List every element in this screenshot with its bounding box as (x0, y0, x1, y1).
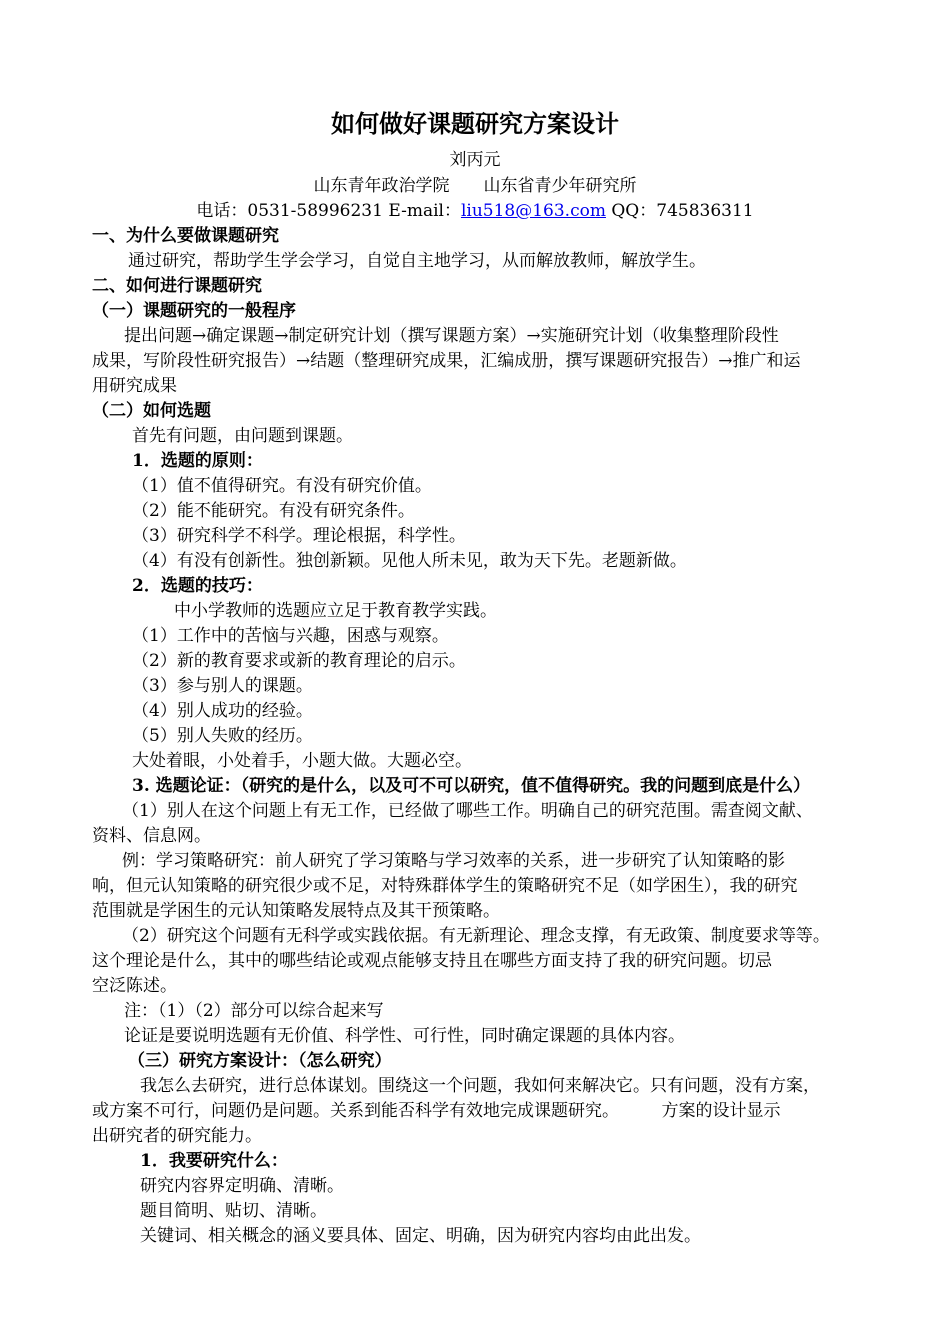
paragraph-line: 提出问题→确定课题→制定研究计划（撰写课题方案）→实施研究计划（收集整理阶段性 (124, 326, 779, 346)
item-heading-principles: 1．选题的原则： (132, 451, 263, 471)
list-item: （1）工作中的苦恼与兴趣，困惑与观察。 (132, 626, 449, 646)
paragraph-line: 空泛陈述。 (92, 976, 177, 996)
paragraph-line: 通过研究，帮助学生学会学习，自觉自主地学习，从而解放教师，解放学生。 (128, 251, 706, 271)
contact-line (0, 199, 950, 224)
list-item: （4）有没有创新性。独创新颖。见他人所未见，敢为天下先。老题新做。 (132, 551, 687, 571)
paragraph-line: 我怎么去研究，进行总体谋划。围绕这一个问题，我如何来解决它。只有问题，没有方案， (140, 1076, 820, 1096)
paragraph-line: 范围就是学困生的元认知策略发展特点及其干预策略。 (92, 901, 500, 921)
list-item: （2）新的教育要求或新的教育理论的启示。 (132, 651, 466, 671)
paragraph-line: 响，但元认知策略的研究很少或不足，对特殊群体学生的策略研究不足（如学困生），我的研究 (92, 876, 798, 896)
paragraph-line: 例：学习策略研究：前人研究了学习策略与学习效率的关系，进一步研究了认知策略的影 (122, 851, 785, 871)
subsection-heading-design: （三）研究方案设计：（怎么研究） (128, 1051, 392, 1071)
paragraph-line: 中小学教师的选题应立足于教育教学实践。 (174, 601, 497, 621)
paragraph-line: （2）研究这个问题有无科学或实践依据。有无新理论、理念支撑，有无政策、制度要求等等。 (122, 926, 830, 946)
paragraph-line: 这个理论是什么，其中的哪些结论或观点能够支持且在哪些方面支持了我的研究问题。切忌 (92, 951, 772, 971)
paragraph-line: （1）别人在这个问题上有无工作，已经做了哪些工作。明确自己的研究范围。需查阅文献、 (122, 801, 813, 821)
list-item: （2）能不能研究。有没有研究条件。 (132, 501, 415, 521)
paragraph-line: 首先有问题，由问题到课题。 (132, 426, 353, 446)
paragraph-line: 或方案不可行，问题仍是问题。关系到能否科学有效地完成课题研究。 方案的设计显示 (92, 1101, 781, 1121)
paragraph-line: 题目简明、贴切、清晰。 (140, 1201, 327, 1221)
phone-label: 电话： (196, 201, 248, 221)
list-item: （4）别人成功的经验。 (132, 701, 313, 721)
email-label: E-mail： (388, 201, 461, 221)
paragraph-line: 研究内容界定明确、清晰。 (140, 1176, 344, 1196)
list-item: （3）研究科学不科学。理论根据，科学性。 (132, 526, 466, 546)
item-heading-techniques: 2．选题的技巧： (132, 576, 263, 596)
author-affiliation: 山东青年政治学院 山东省青少年研究所 (313, 176, 637, 196)
paragraph-line: 论证是要说明选题有无价值、科学性、可行性，同时确定课题的具体内容。 (124, 1026, 685, 1046)
paragraph-line: 大处着眼，小处着手，小题大做。大题必空。 (132, 751, 472, 771)
qq-label: QQ： (611, 201, 657, 221)
email-link[interactable]: liu518@163.com (460, 201, 606, 221)
section-heading-why: 一、为什么要做课题研究 (92, 226, 279, 246)
list-item: （1）值不值得研究。有没有研究价值。 (132, 476, 432, 496)
paragraph-line: 成果，写阶段性研究报告）→结题（整理研究成果，汇编成册，撰写课题研究报告）→推广和运 (92, 351, 801, 371)
paragraph-line: 用研究成果 (92, 376, 177, 396)
item-heading-argumentation: 3. 选题论证：（研究的是什么，以及可不可以研究，值不值得研究。我的问题到底是什么） (132, 776, 811, 796)
note-line: 注：（1）（2）部分可以综合起来写 (124, 1001, 384, 1021)
paragraph-line: 出研究者的研究能力。 (92, 1126, 262, 1146)
author-name: 刘丙元 (449, 150, 501, 170)
qq-number: 745836311 (656, 201, 754, 221)
paragraph-line: 关键词、相关概念的涵义要具体、固定、明确，因为研究内容均由此出发。 (140, 1226, 701, 1246)
subsection-heading-procedure: （一）课题研究的一般程序 (92, 301, 296, 321)
list-item: （3）参与别人的课题。 (132, 676, 313, 696)
section-heading-how: 二、如何进行课题研究 (92, 276, 262, 296)
paragraph-line: 资料、信息网。 (92, 826, 211, 846)
item-heading-what-to-research: 1．我要研究什么： (140, 1151, 288, 1171)
phone-number: 0531-58996231 (247, 201, 383, 221)
list-item: （5）别人失败的经历。 (132, 726, 313, 746)
document-title: 如何做好课题研究方案设计 (331, 109, 619, 138)
subsection-heading-topic-selection: （二）如何选题 (92, 401, 211, 421)
